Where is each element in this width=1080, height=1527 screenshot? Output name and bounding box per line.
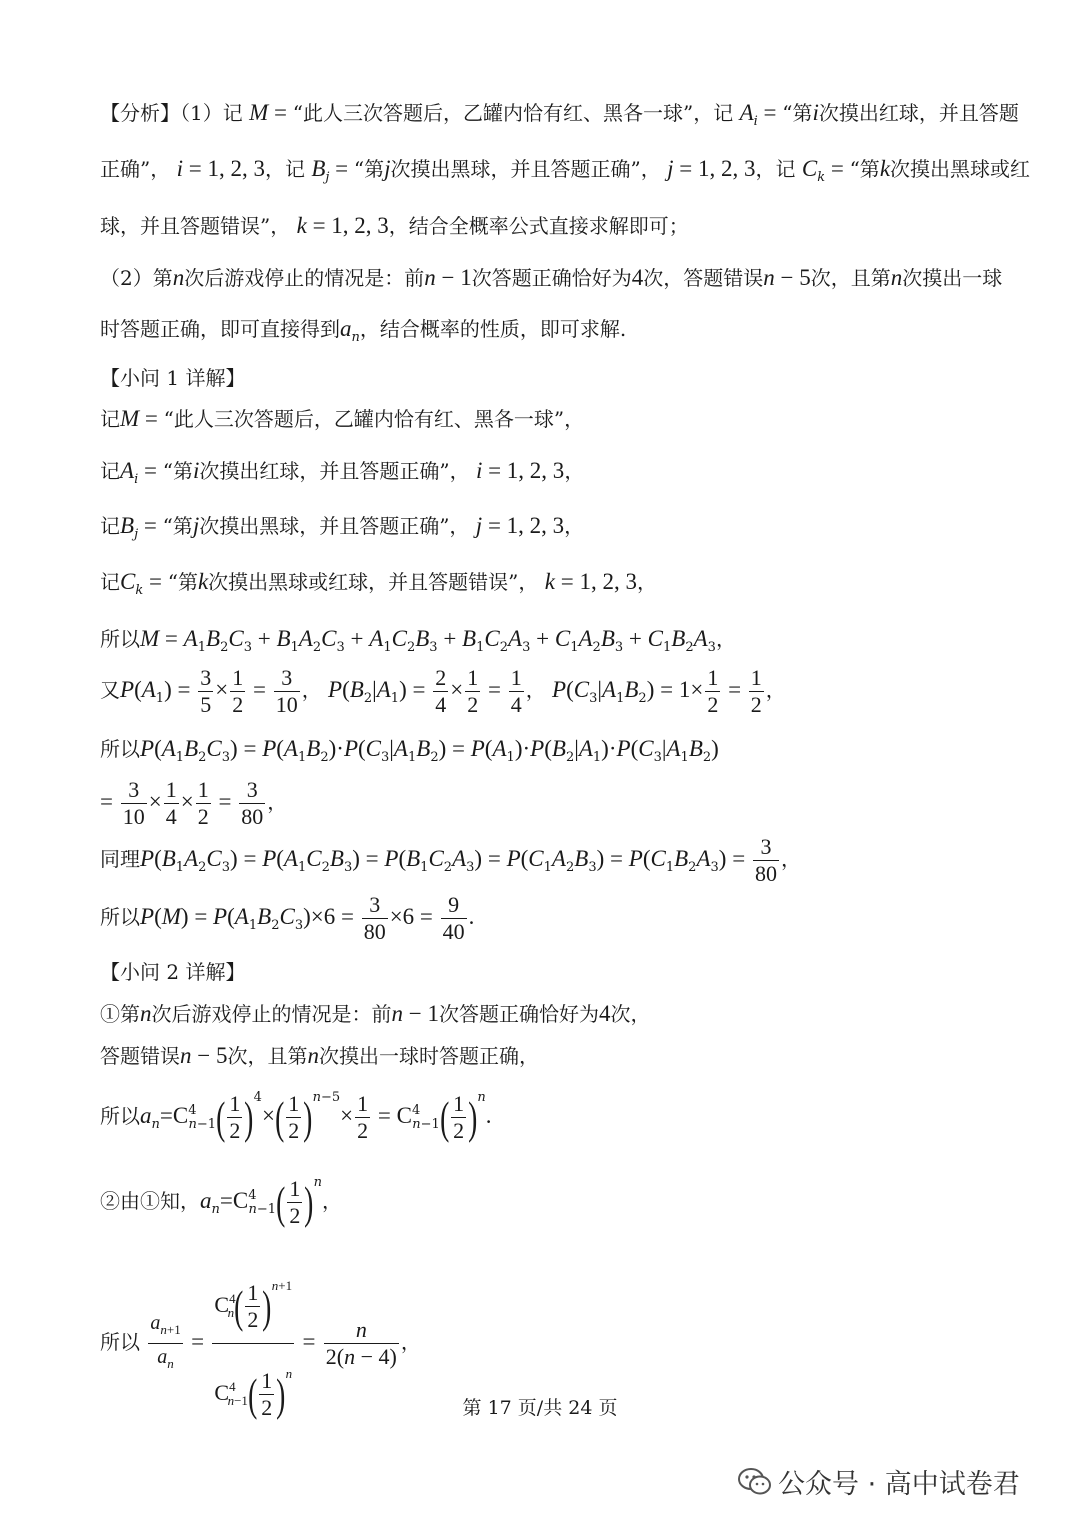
part2-eq-ratio: 所以 $\frac{a_{n+1}}{a_n}$ = $C^4_n$( $\frac{1}{2}$ )$^{n+1}$ $C^4_{n-1}$( $\frac{1}{2}$ )$^n$ = $\frac{n}{2(n - 4)}$ ， bbox=[100, 1256, 421, 1431]
analysis-line-5: 时答题正确，即可直接得到$a_n$，结合概率的性质，即可求解. bbox=[100, 316, 627, 345]
watermark bbox=[738, 1462, 1020, 1501]
analysis-line-1: 【分析】（1）记 M = “此人三次答题后，乙罐内恰有红、黑各一球”，记 $A_i$ = “第i次摸出红球，并且答题 bbox=[100, 100, 1019, 129]
part1-line-C: 记$C_k$ = “第k次摸出黑球或红球，并且答题错误”， k = 1, 2, 3， bbox=[100, 569, 657, 598]
part2-tag: 【小问 2 详解】 bbox=[100, 960, 246, 984]
part1-eq-similar: 同理$P(B_1A_2C_3) = P(A_1C_2B_3) = P(B_1C_2A_3) = P(C_1A_2B_3) = P(C_1B_2A_3)$ = $\frac{3}{80}$ ， bbox=[100, 834, 801, 886]
part2-line-2: 答题错误n − 5次，且第n次摸出一球时答题正确， bbox=[100, 1043, 539, 1068]
part2-eq-recall: ②由①知，$a_n=C^4_{n-1}$( $\frac{1}{2}$ )$^n$， bbox=[100, 1175, 343, 1228]
wechat-icon bbox=[738, 1468, 772, 1496]
part2-line-1: ①第n次后游戏停止的情况是：前n − 1次答题正确恰好为4次， bbox=[100, 1001, 651, 1026]
analysis-line-2: 正确”， i = 1, 2, 3，记 $B_j$ = “第j次摸出黑球，并且答题正确”， j = 1, 2, 3，记 $C_k$ = “第k次摸出黑球或红 bbox=[100, 156, 1031, 185]
part2-eq-an: 所以$a_n=C^4_{n-1}$( $\frac{1}{2}$ )$^4$×( $\frac{1}{2}$ )$^{n-5}$× $\frac{1}{2}$ = $C^4_{n-1}$( $\frac{1}{2}$ )$^n$. bbox=[100, 1090, 492, 1143]
part1-line-M: 记M = “此人三次答题后，乙罐内恰有红、黑各一球”， bbox=[100, 406, 585, 431]
part1-eq-value: = $\frac{3}{10}$ × $\frac{1}{4}$ × $\frac{1}{2}$ = $\frac{3}{80}$ ， bbox=[100, 777, 288, 829]
part1-eq-chain: 所以$P(A_1B_2C_3) = P(A_1B_2)\cdot P(C_3|A_1B_2) = P(A_1)\cdot P(B_2|A_1)\cdot P(C_3|A_1B_2)$ bbox=[100, 736, 719, 765]
part1-eq-result: 所以$P(M) = P(A_1B_2C_3)\times 6$ = $\frac{3}{80}$ ×6 = $\frac{9}{40}$ . bbox=[100, 892, 475, 944]
part1-line-A: 记$A_i$ = “第i次摸出红球，并且答题正确”， i = 1, 2, 3， bbox=[100, 458, 585, 487]
analysis-tag: 【分析】 bbox=[100, 101, 180, 125]
part1-eq-probs: 又$P(A_1)$ = $\frac{3}{5}$ × $\frac{1}{2}$ = $\frac{3}{10}$ ， $P(B_2|A_1)$ = $\frac{2}{4}$ × $\frac{1}{2}$ = $\frac{1}{4}$ ， $P(C_3|A_1B_2) = 1\times$ $\frac{1}{2}$ = $\frac{1}{2}$ ， bbox=[100, 665, 786, 717]
part1-line-B: 记$B_j$ = “第j次摸出黑球，并且答题正确”， j = 1, 2, 3， bbox=[100, 513, 585, 542]
watermark-text: 公众号 · 高中试卷君 bbox=[778, 1469, 1020, 1500]
part1-eq-M: 所以$M = A_1B_2C_3 + B_1A_2C_3 + A_1C_2B_3 + B_1C_2A_3 + C_1A_2B_3 + C_1B_2A_3$， bbox=[100, 626, 736, 655]
analysis-line-3: 球，并且答题错误”， k = 1, 2, 3，结合全概率公式直接求解即可； bbox=[100, 213, 689, 238]
part1-tag: 【小问 1 详解】 bbox=[100, 366, 246, 390]
page-number: 第 17 页/共 24 页 bbox=[462, 1397, 618, 1419]
analysis-line-4: （2）第n次后游戏停止的情况是：前n − 1次答题正确恰好为4次，答题错误n − 5次，且第n次摸出一球 bbox=[100, 265, 1003, 290]
